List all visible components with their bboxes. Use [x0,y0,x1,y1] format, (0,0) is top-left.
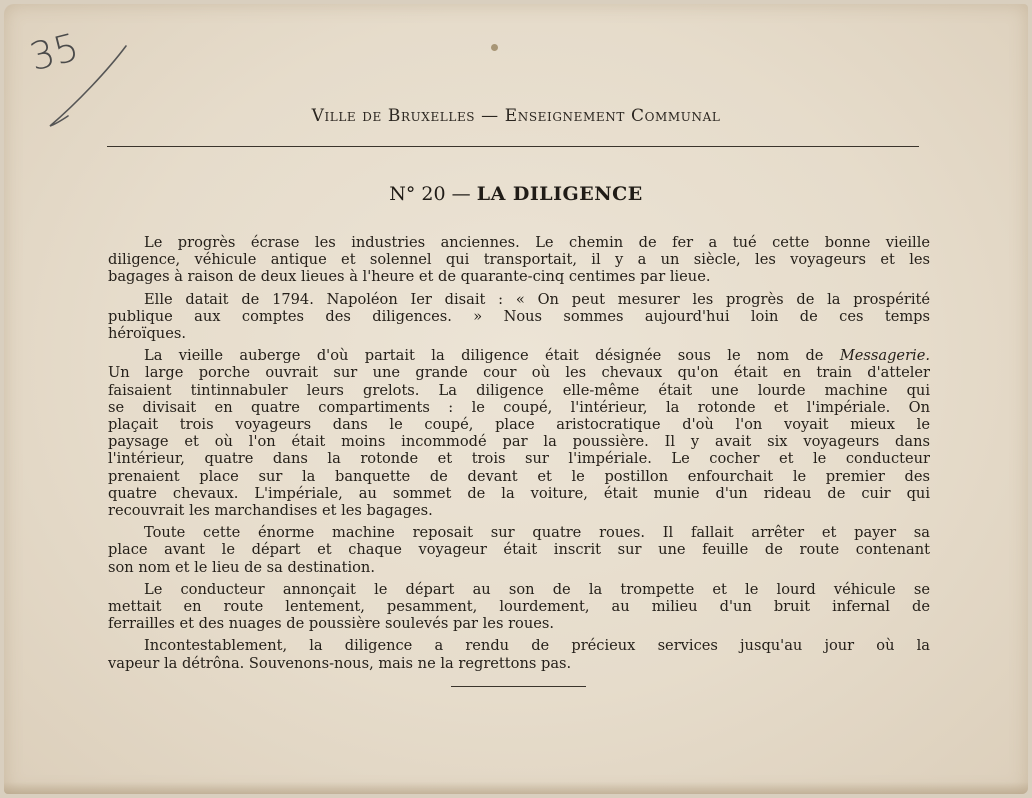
text-line: paysage et où l'on était moins incommodé par la poussière. Il y avait six voyageurs dans [108,433,930,451]
handwritten-number: 35 [25,24,83,80]
paragraph-2 [108,291,930,343]
lesson-name: LA DILIGENCE [476,183,643,205]
text-line: héroïques. [108,325,186,343]
paragraph-3 [108,347,930,519]
text-line: Le conducteur annonçait le départ au son de la trompette et le lourd véhicule se [144,580,930,598]
text-line: Toute cette énorme machine reposait sur quatre roues. Il fallait arrêter et payer sa [144,524,930,542]
text-line: faisaient tintinnabuler leurs grelots. La diligence elle-même était une lourde machine qui [108,381,930,399]
paragraph-5 [108,581,930,633]
paragraph-4 [108,524,930,576]
text-line: diligence, véhicule antique et solennel qui transportait, il y a un siècle, les voyageurs et les [108,251,930,269]
paragraph-1 [108,234,930,286]
document-title [0,183,1032,205]
lesson-number: N° 20 — [389,183,471,205]
text-line: Le progrès écrase les industries anciennes. Le chemin de fer a tué cette bonne vieille [144,234,930,251]
paper-edge [4,782,1028,794]
body-text [108,234,930,677]
institution-header: Ville de Bruxelles — Enseignement Communal [311,106,721,126]
text-line [108,347,930,364]
paragraph-6 [108,637,930,671]
text-line: bagages à raison de deux lieues à l'heure et de quarante-cinq centimes par lieue. [108,268,711,286]
text-line: place avant le départ et chaque voyageur était inscrit sur une feuille de route contenant [108,541,930,559]
text-line: Elle datait de 1794. Napoléon Ier disait : « On peut mesurer les progrès de la prospérité [144,290,930,308]
text-line: Incontestablement, la diligence a rendu de précieux services jusqu'au jour où la [144,637,930,655]
header-divider [107,146,919,147]
closing-divider [451,686,586,687]
paper-speck [491,44,498,51]
text-line: ferrailles et des nuages de poussière soulevés par les roues. [108,615,554,633]
text-line: Un large porche ouvrait sur une grande cour où les chevaux qu'on était en train d'atteler [108,364,930,382]
text-line: quatre chevaux. L'impériale, au sommet de la voiture, était munie d'un rideau de cuir qui [108,484,930,502]
text-line: plaçait trois voyageurs dans le coupé, place aristocratique d'où l'on voyait mieux le [108,416,930,434]
text-line: publique aux comptes des diligences. » Nous sommes aujourd'hui loin de ces temps [108,307,930,325]
text-segment: La vieille auberge d'où partait la diligence était désignée sous le nom de [144,347,840,365]
text-line: se divisait en quatre compartiments : le coupé, l'intérieur, la rotonde et l'impériale. On [108,398,930,416]
text-line: vapeur la détrôna. Souvenons-nous, mais ne la regrettons pas. [108,654,572,672]
text-line: mettait en route lentement, pesamment, lourdement, au milieu d'un bruit infernal de [108,598,930,616]
italic-term: Messagerie. [839,347,930,365]
text-line: son nom et le lieu de sa destination. [108,558,375,576]
text-line: recouvrait les marchandises et les bagages. [108,502,433,520]
text-line: l'intérieur, quatre dans la rotonde et trois sur l'impériale. Le cocher et le conducteur [108,450,930,468]
text-line: prenaient place sur la banquette de devant et le postillon enfourchait le premier des [108,467,930,485]
